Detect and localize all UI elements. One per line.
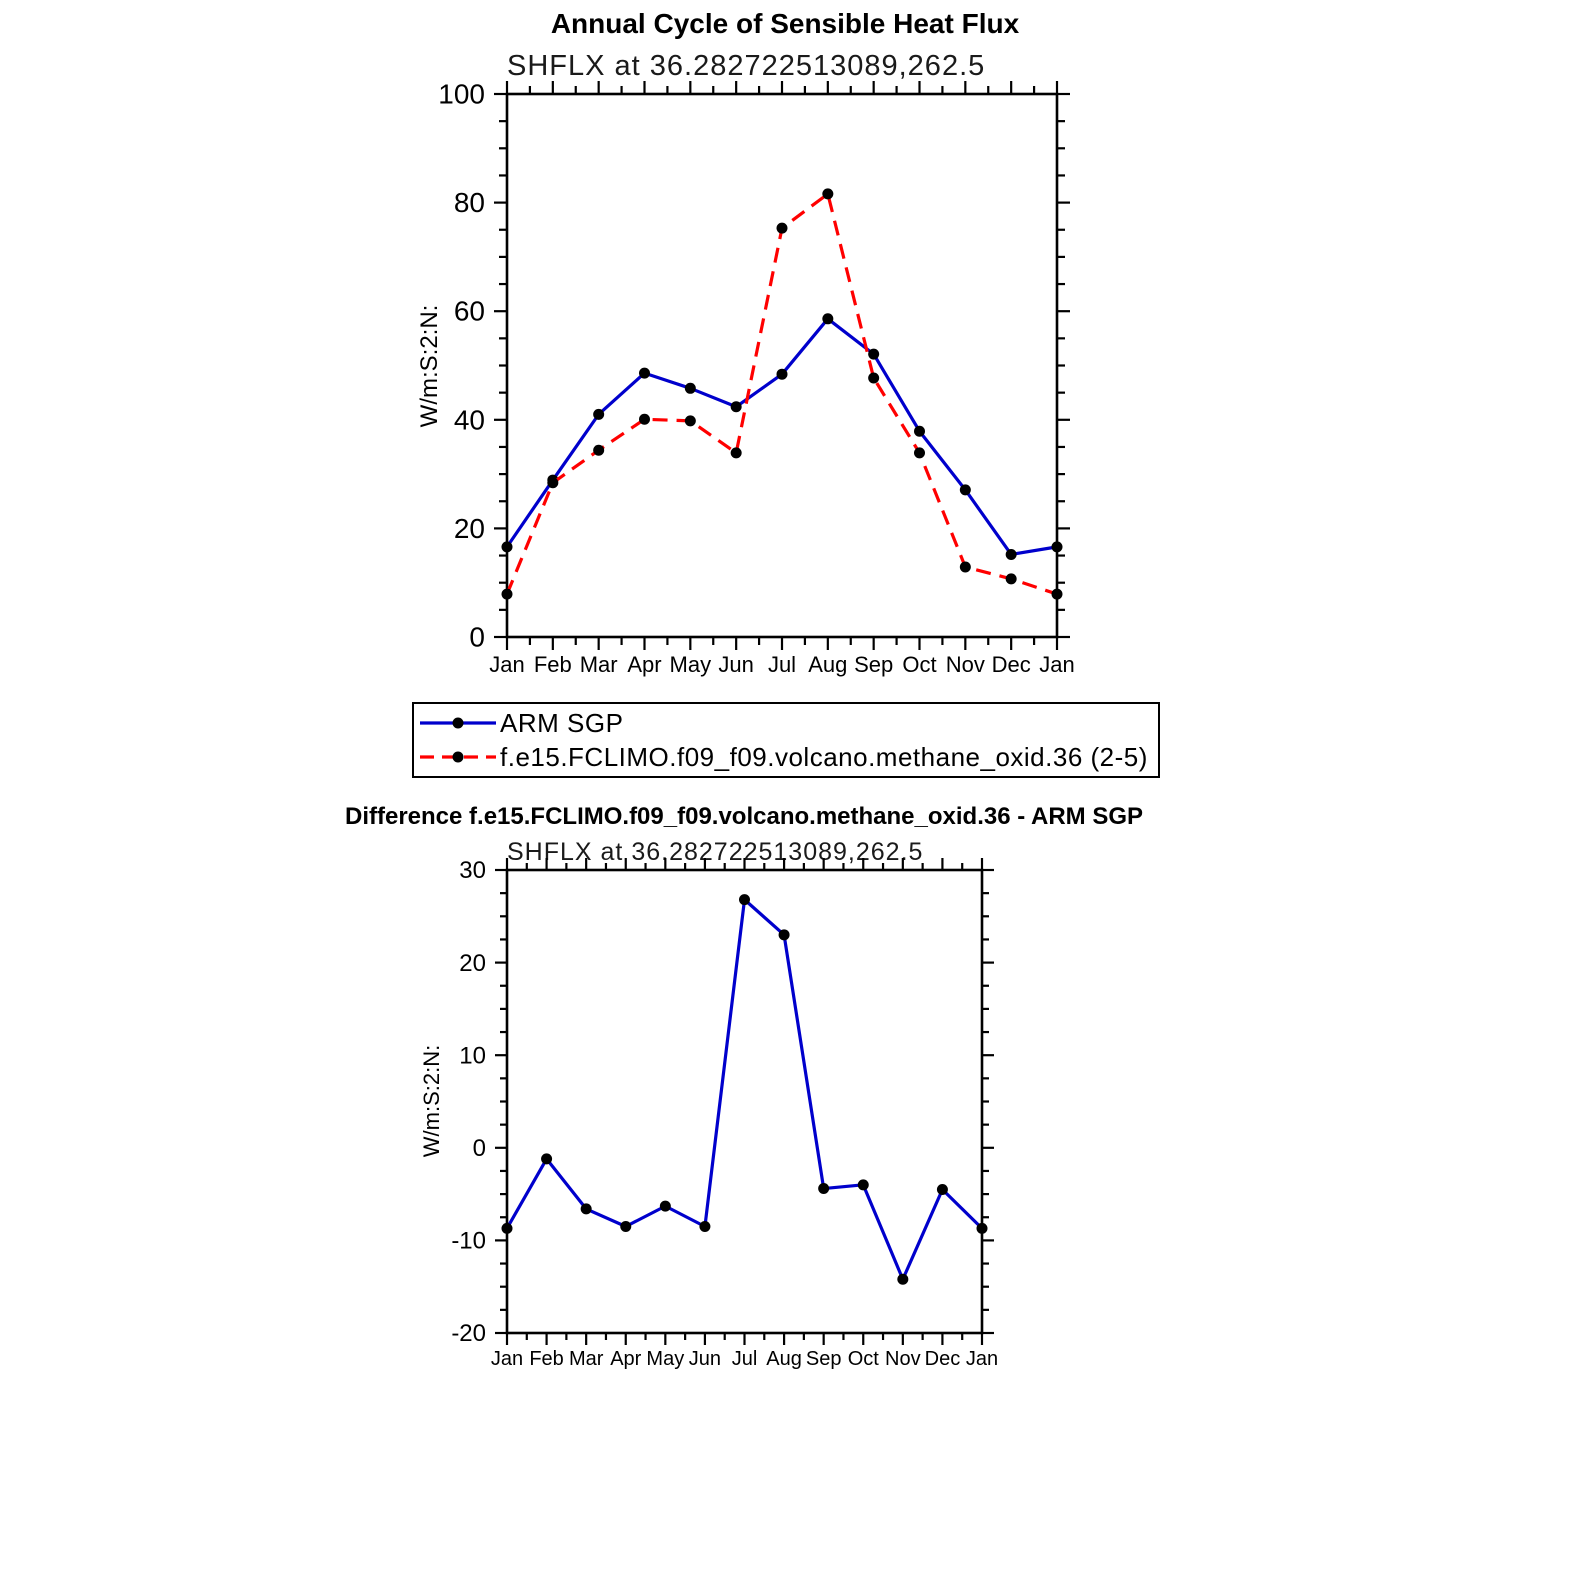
svg-text:Mar: Mar	[568, 1348, 604, 1370]
svg-text:20: 20	[453, 512, 485, 544]
data-point	[977, 1223, 988, 1234]
data-point	[685, 415, 696, 426]
data-point	[818, 1183, 829, 1194]
svg-text:0: 0	[472, 1134, 486, 1162]
data-point	[897, 1274, 908, 1285]
axes	[494, 81, 1070, 650]
svg-text:60: 60	[453, 295, 485, 327]
tick-labels	[438, 79, 1074, 677]
data-point	[1052, 589, 1063, 600]
data-point	[779, 929, 790, 940]
data-point	[868, 372, 879, 383]
data-point	[1006, 573, 1017, 584]
svg-text:Apr: Apr	[627, 652, 662, 677]
svg-text:Mar: Mar	[579, 652, 618, 677]
data-point	[731, 447, 742, 458]
svg-text:30: 30	[459, 857, 486, 885]
legend-line-sample-dashed	[418, 742, 498, 772]
svg-text:Jun: Jun	[718, 652, 754, 677]
data-point	[547, 477, 558, 488]
svg-text:Jan: Jan	[489, 652, 525, 677]
data-point	[914, 426, 925, 437]
svg-text:Oct: Oct	[902, 652, 937, 677]
svg-text:Sep: Sep	[805, 1348, 842, 1370]
top-chart-title: Annual Cycle of Sensible Heat Flux	[550, 8, 1020, 39]
svg-text:Jan: Jan	[490, 1348, 524, 1370]
difference-chart-y-axis-label: W/m:S:2:N:	[419, 1044, 444, 1158]
data-point	[593, 409, 604, 420]
data-point	[914, 447, 925, 458]
data-point	[937, 1184, 948, 1195]
data-point	[639, 414, 650, 425]
data-point	[502, 589, 513, 600]
svg-text:May: May	[646, 1348, 685, 1370]
data-point	[660, 1201, 671, 1212]
svg-text:Sep: Sep	[854, 652, 894, 677]
svg-text:Jul: Jul	[767, 652, 797, 677]
data-point	[822, 188, 833, 199]
data-point	[960, 484, 971, 495]
svg-text:Nov: Nov	[945, 652, 985, 677]
series-0	[502, 894, 988, 1285]
data-point	[547, 475, 558, 486]
legend-item-arm-sgp	[418, 706, 1154, 740]
svg-text:100: 100	[438, 78, 485, 110]
legend-item-model-run	[418, 740, 1154, 774]
top-chart-subtitle: SHFLX at 36.282722513089,262.5	[507, 50, 986, 82]
svg-text:80: 80	[453, 187, 485, 219]
legend-label-arm-sgp: ARM SGP	[500, 707, 624, 738]
svg-text:Feb: Feb	[529, 1348, 564, 1370]
legend-line-sample-solid	[418, 708, 498, 738]
data-point	[685, 383, 696, 394]
legend-box	[412, 702, 1160, 778]
data-point	[541, 1153, 552, 1164]
svg-text:Jan: Jan	[965, 1348, 999, 1370]
data-point	[502, 541, 513, 552]
data-point	[1052, 541, 1063, 552]
svg-text:-20: -20	[451, 1320, 486, 1348]
svg-text:Oct: Oct	[847, 1348, 879, 1370]
data-point	[739, 894, 750, 905]
svg-text:Jul: Jul	[731, 1348, 758, 1370]
svg-text:May: May	[669, 652, 712, 677]
legend-label-model-run: f.e15.FCLIMO.f09_f09.volcano.methane_oxid.36 (2-5)	[500, 741, 1148, 772]
data-point	[1006, 549, 1017, 560]
svg-text:40: 40	[453, 404, 485, 436]
svg-text:Dec: Dec	[991, 652, 1031, 677]
svg-text:Dec: Dec	[924, 1348, 961, 1370]
svg-text:0: 0	[469, 621, 485, 653]
data-point	[620, 1221, 631, 1232]
svg-text:20: 20	[459, 949, 486, 977]
data-point	[868, 349, 879, 360]
svg-text:Aug: Aug	[766, 1348, 802, 1370]
data-point	[777, 369, 788, 380]
data-point	[699, 1221, 710, 1232]
svg-text:Aug: Aug	[808, 652, 848, 677]
tick-labels	[451, 857, 998, 1370]
svg-text:Jun: Jun	[688, 1348, 722, 1370]
data-point	[777, 223, 788, 234]
svg-text:-10: -10	[451, 1227, 486, 1255]
data-point	[960, 561, 971, 572]
axes	[495, 858, 994, 1345]
svg-text:Nov: Nov	[885, 1348, 921, 1370]
series-1	[502, 188, 1063, 599]
difference-chart-title: Difference f.e15.FCLIMO.f09_f09.volcano.methane_oxid.36 - ARM SGP	[345, 803, 1143, 830]
top-chart-y-axis-label: W/m:S:2:N:	[416, 304, 443, 428]
data-point	[822, 313, 833, 324]
data-point	[858, 1179, 869, 1190]
data-point	[502, 1223, 513, 1234]
svg-text:Feb: Feb	[533, 652, 572, 677]
svg-text:10: 10	[459, 1042, 486, 1070]
data-point	[593, 445, 604, 456]
svg-text:Jan: Jan	[1039, 652, 1075, 677]
series-0	[502, 313, 1063, 560]
data-point	[731, 401, 742, 412]
data-point	[581, 1203, 592, 1214]
difference-chart-subtitle: SHFLX at 36.282722513089,262.5	[507, 838, 924, 866]
data-point	[639, 368, 650, 379]
svg-text:Apr: Apr	[610, 1348, 642, 1370]
